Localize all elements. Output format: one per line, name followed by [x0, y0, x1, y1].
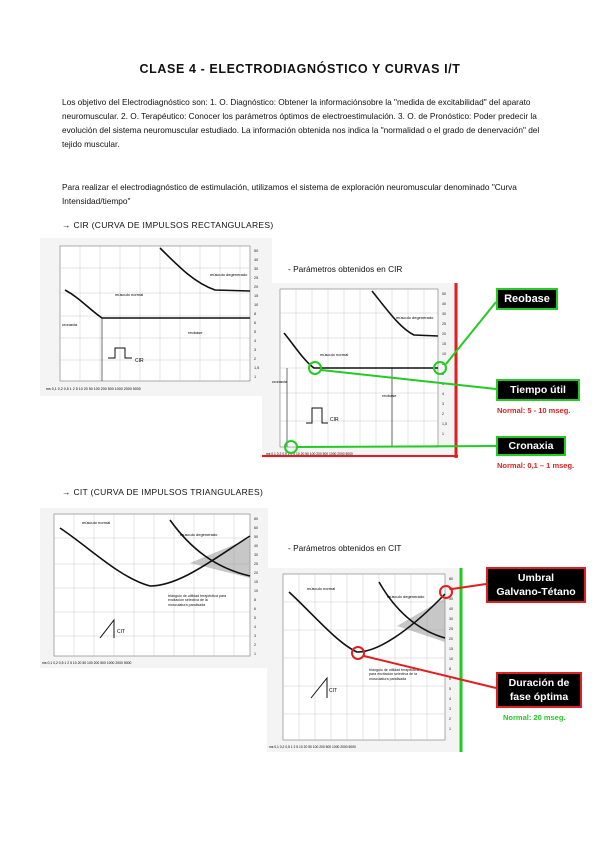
cit-small-y-tick: 5: [254, 616, 256, 620]
umbral-callout: [486, 567, 586, 603]
cit-small-y-tick: 3: [254, 634, 256, 638]
cit-large-y-tick: 50: [449, 597, 453, 601]
cir-small-y-tick: 15: [254, 294, 259, 298]
cir-small-y-tick: 30: [254, 267, 259, 271]
cir-large-y-tick: 4: [442, 392, 444, 396]
cir-large-normal-label: músculo normal: [320, 352, 349, 357]
cit-large-y-tick: 40: [449, 607, 453, 611]
cit-large-pulse-label: CIT: [329, 688, 338, 694]
cir-small-y-tick: 8: [254, 312, 257, 316]
cir-small-y-tick: 10: [254, 303, 259, 307]
intro-paragraph: Los objetivo del Electrodiagnóstico son: 1. O. Diagnóstico: Obtener la informaciónsobre la "medida de excitabilidad" del aparato neuromuscular. 2. O. Terapéutico: Conocer los parámetros óptimos de electroestimulación. 3. O. de Pronóstico: Poder predecir la evolución del sistema neuromuscular estudiado. La información obtenida nos indica la "normalidad o el grado de denervación" del tejido muscular.: [62, 97, 540, 149]
cit-large-y-tick: 15: [449, 647, 453, 651]
cit-large-y-tick: 80: [449, 577, 453, 581]
cir-large-degen-label: músculo degenerado: [396, 315, 434, 320]
umbral-line1: Umbral: [517, 572, 555, 584]
cit-large-y-tick: 10: [449, 657, 453, 661]
cir-small-pulse-label: CIR: [135, 358, 144, 364]
cir-small-y-tick: 1: [254, 375, 257, 379]
cir-small-y-tick: 40: [254, 258, 259, 262]
cit-small-y-tick: 4: [254, 625, 256, 629]
cit-small-x-ticks: ms 0,1 0,2 0,5 1 2 5 10 20 50 100 200 500 1000 2000 5000: [42, 661, 132, 665]
cit-small-degen-label: músculo degenerado: [180, 532, 218, 537]
cit-large-y-tick: 4: [449, 697, 451, 701]
tiempo-util-callout: Tiempo útil: [496, 379, 580, 401]
cit-small-y-tick: 2: [254, 643, 256, 647]
params-label-cit: - Parámetros obtenidos en CIT: [288, 543, 402, 553]
cir-small-reobase-label: reobase: [188, 330, 203, 335]
cit-large-y-tick: 30: [449, 617, 453, 621]
cir-small-y-tick: 50: [254, 249, 259, 253]
cit-large-degen-label: músculo degenerado: [387, 594, 425, 599]
cit-large-y-tick: 8: [449, 667, 451, 671]
reobase-callout: Reobase: [496, 288, 558, 310]
cit-large-y-tick: 20: [449, 637, 453, 641]
method-paragraph: Para realizar el electrodiagnóstico de estimulación, utilizamos el sistema de exploración neuromuscular denominado "Curva Intensidad/tiempo": [62, 182, 517, 206]
cit-small-y-tick: 15: [254, 580, 258, 584]
cir-small-y-tick: 4: [254, 339, 257, 343]
cir-large-y-tick: 5: [442, 382, 444, 386]
cir-small-y-tick: 25: [254, 276, 259, 280]
cir-large-y-tick: 1,5: [442, 422, 447, 426]
cit-small-normal-label: músculo normal: [82, 520, 111, 525]
cit-large-y-tick: 6: [449, 677, 451, 681]
umbral-line2: Galvano-Tétano: [496, 586, 576, 598]
cir-large-y-tick: 2: [442, 412, 444, 416]
cit-small-y-tick: 80: [254, 517, 258, 521]
cit-small-y-tick: 50: [254, 535, 258, 539]
cit-small-y-tick: 40: [254, 544, 258, 548]
cir-small-y-tick: 2: [254, 357, 257, 361]
cit-large-x-ticks: ms 0,1 0,2 0,5 1 2 5 10 20 50 100 200 500 1000 2000 5000: [269, 745, 356, 749]
cir-large-y-tick: 3: [442, 402, 444, 406]
cir-small-chart: [40, 238, 272, 396]
duracion-line1: Duración de: [508, 677, 570, 689]
cir-small-y-tick: 5: [254, 330, 257, 334]
cit-large-y-tick: 1: [449, 727, 451, 731]
cir-large-y-tick: 25: [442, 322, 446, 326]
cit-small-y-tick: 30: [254, 553, 258, 557]
cit-large-y-tick: 60: [449, 587, 453, 591]
cir-large-y-tick: 30: [442, 312, 446, 316]
cit-large-y-tick: 5: [449, 687, 451, 691]
cit-small-triangle-note: triángulo de utilidad terapéutica para excitación selectiva de la musculatura parallsada: [168, 594, 227, 607]
cir-large-cronaxia-label: cronaxia: [272, 379, 288, 384]
cit-large-y-tick: 3: [449, 707, 451, 711]
cit-small-y-tick: 6: [254, 607, 256, 611]
duracion-callout: [496, 672, 582, 708]
section-cit-heading: → CIT (CURVA DE IMPULSOS TRIANGULARES): [62, 487, 264, 497]
cir-large-reobase-label: reobase: [382, 393, 397, 398]
cir-small-y-tick: 1,5: [254, 366, 260, 370]
cir-small-x-ticks: ms 0,1 0,2 0,5 1 2 5 10 20 50 100 200 500 1000 2000 5000: [46, 387, 141, 391]
cir-large-chart: [262, 283, 458, 458]
cir-large-y-tick: 8: [442, 362, 444, 366]
duracion-normal: Normal: 20 mseg.: [503, 713, 566, 722]
page-title: CLASE 4 - ELECTRODIAGNÓSTICO Y CURVAS I/T: [139, 62, 461, 76]
duracion-line2: fase óptima: [509, 691, 569, 703]
cir-large-y-tick: 20: [442, 332, 446, 336]
cit-small-y-tick: 25: [254, 562, 258, 566]
cit-large-y-tick: 2: [449, 717, 451, 721]
cir-small-y-tick: 20: [254, 285, 259, 289]
cronaxia-normal: Normal: 0,1 – 1 mseg.: [497, 461, 575, 470]
cit-small-pulse-label: CIT: [117, 629, 126, 635]
params-label-cir: - Parámetros obtenidos en CIR: [288, 264, 403, 274]
cir-large-y-tick: 1: [442, 432, 444, 436]
cit-small-y-tick: 8: [254, 598, 256, 602]
tiempo-util-normal: Normal: 5 - 10 mseg.: [497, 406, 571, 415]
cit-large-normal-label: músculo normal: [307, 586, 336, 591]
cit-large-y-tick: 25: [449, 627, 453, 631]
cir-large-y-tick: 6: [442, 372, 444, 376]
cir-large-x-ticks: ms 0,1 0,2 0,5 1 2 5 10 20 50 100 200 500 1000 2000 5000: [266, 452, 353, 456]
cir-large-y-tick: 40: [442, 302, 446, 306]
cir-large-y-tick: 15: [442, 342, 446, 346]
section-cir-heading: → CIR (CURVA DE IMPULSOS RECTANGULARES): [62, 220, 274, 230]
cir-small-cronaxia-label: cronaxia: [62, 322, 78, 327]
cit-small-y-tick: 20: [254, 571, 258, 575]
cronaxia-callout: Cronaxia: [496, 436, 566, 456]
cir-large-pulse-label: CIR: [330, 417, 339, 423]
cir-small-degen-label: músculo degenerado: [210, 272, 248, 277]
cir-small-y-tick: 6: [254, 321, 257, 325]
cit-small-chart: [40, 508, 268, 668]
cit-small-y-tick: 10: [254, 589, 258, 593]
cit-small-y-tick: 60: [254, 526, 258, 530]
cit-large-chart: [267, 568, 463, 752]
cir-large-y-tick: 50: [442, 292, 446, 296]
cit-small-y-tick: 1: [254, 652, 256, 656]
cir-small-normal-label: músculo normal: [115, 292, 144, 297]
cir-large-y-tick: 10: [442, 352, 446, 356]
cir-small-y-tick: 3: [254, 348, 257, 352]
cit-large-triangle-note: triángulo de utilidad terapéutica para excitación selectiva de la musculatura parallsada: [369, 668, 419, 681]
